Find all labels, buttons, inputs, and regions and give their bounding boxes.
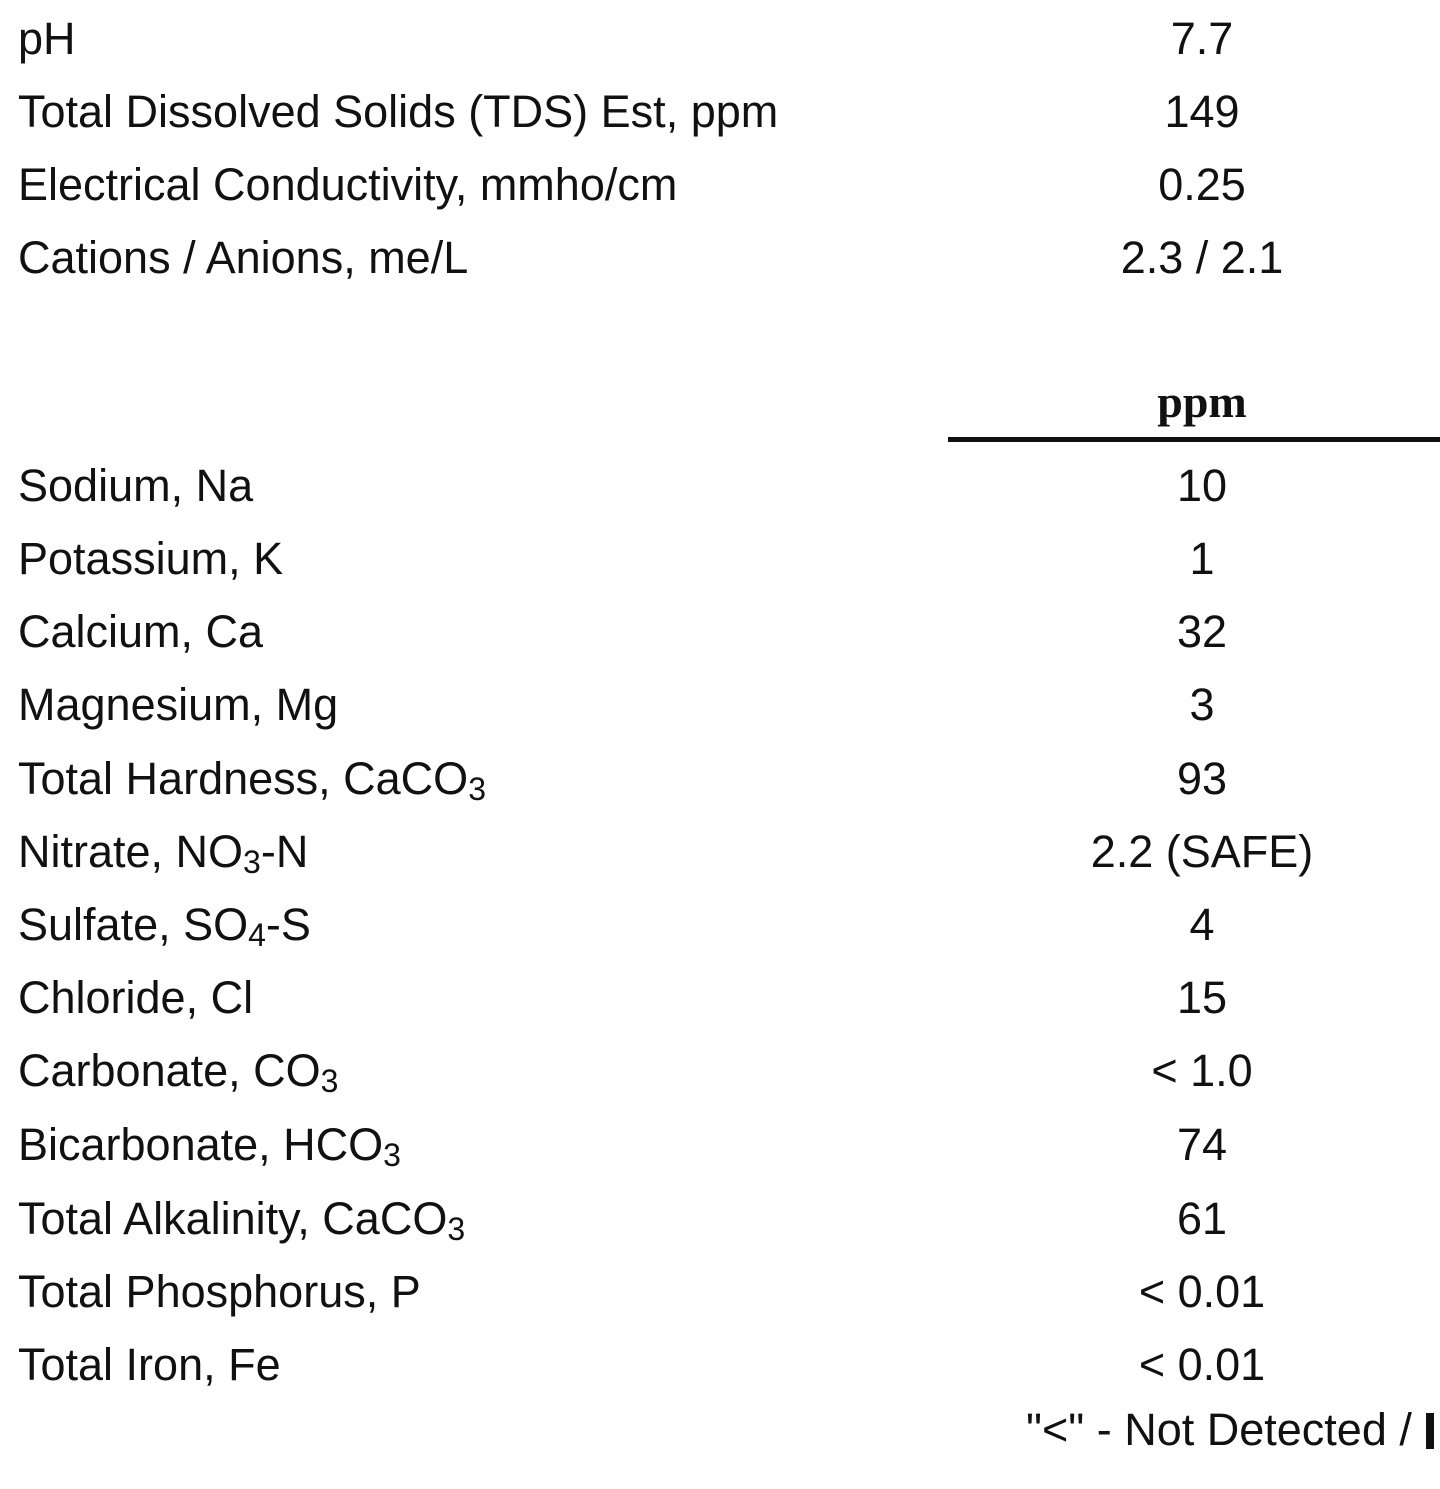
row-value: < 0.01	[1138, 1339, 1266, 1390]
row-label: Electrical Conductivity, mmho/cm	[18, 159, 678, 210]
row-value: 15	[1176, 972, 1228, 1023]
summary-row-conductivity	[0, 155, 1440, 215]
analyte-row-total-iron	[0, 1335, 1440, 1395]
label-text: Total Alkalinity, CaCO	[18, 1193, 448, 1244]
label-subscript: 4	[248, 917, 266, 953]
label-text: Carbonate, CO	[18, 1045, 321, 1096]
row-label: Cations / Anions, me/L	[18, 232, 469, 283]
row-value: 149	[1164, 86, 1240, 137]
label-subscript: 3	[243, 844, 261, 880]
analyte-row-sulfate	[0, 895, 1440, 955]
label-text: Nitrate, NO	[18, 826, 244, 877]
analyte-row-sodium	[0, 456, 1440, 516]
unit-column-header: ppm	[1157, 376, 1247, 427]
label-subscript: 3	[447, 1211, 466, 1247]
analyte-row-magnesium	[0, 675, 1440, 735]
row-value: 4	[1189, 899, 1215, 950]
row-value: 32	[1176, 606, 1228, 657]
row-label: Magnesium, Mg	[18, 679, 339, 730]
row-label: Calcium, Ca	[18, 606, 264, 657]
row-label: Chloride, Cl	[18, 972, 254, 1023]
row-label	[18, 895, 311, 955]
analyte-row-potassium	[0, 529, 1440, 589]
row-value: 2.2 (SAFE)	[1090, 826, 1314, 877]
analyte-row-total-alkalinity	[0, 1189, 1440, 1249]
label-suffix: -S	[265, 899, 311, 950]
label-subscript: 3	[320, 1063, 339, 1099]
label-text: Total Hardness, CaCO	[18, 753, 469, 804]
row-value: 61	[1176, 1193, 1228, 1244]
row-label: Potassium, K	[18, 533, 284, 584]
analyte-row-carbonate	[0, 1041, 1440, 1101]
label-suffix: -N	[260, 826, 309, 877]
clipped-text-fragment	[1426, 1413, 1434, 1449]
summary-row-tds	[0, 82, 1440, 142]
row-value: 1	[1189, 533, 1215, 584]
analyte-row-chloride	[0, 968, 1440, 1028]
row-value: 7.7	[1170, 13, 1234, 64]
label-text: Sulfate, SO	[18, 899, 249, 950]
row-value: < 1.0	[1151, 1045, 1253, 1096]
header-underline	[948, 437, 1440, 442]
row-label: Total Dissolved Solids (TDS) Est, ppm	[18, 86, 779, 137]
row-label	[18, 1041, 338, 1101]
row-value: 10	[1176, 460, 1228, 511]
footnote	[1026, 1400, 1434, 1460]
label-subscript: 3	[468, 771, 486, 807]
row-value: 3	[1189, 679, 1215, 730]
analyte-row-total-phosphorus	[0, 1262, 1440, 1322]
analyte-row-calcium	[0, 602, 1440, 662]
row-label	[18, 749, 486, 809]
summary-row-ph	[0, 9, 1440, 69]
summary-row-cations-anions	[0, 228, 1440, 288]
analyte-row-bicarbonate	[0, 1115, 1440, 1175]
row-value: < 0.01	[1138, 1266, 1266, 1317]
footnote-text: "<" - Not Detected /	[1026, 1404, 1412, 1455]
analyte-row-total-hardness	[0, 749, 1440, 809]
row-label	[18, 1115, 401, 1175]
row-value: 74	[1176, 1119, 1228, 1170]
label-subscript: 3	[383, 1137, 401, 1173]
row-label: pH	[18, 13, 76, 64]
row-value: 0.25	[1158, 159, 1246, 210]
row-value: 2.3 / 2.1	[1120, 232, 1284, 283]
row-label: Total Phosphorus, P	[18, 1266, 421, 1317]
analyte-row-nitrate	[0, 822, 1440, 882]
row-label	[18, 1189, 465, 1249]
row-label: Sodium, Na	[18, 460, 254, 511]
label-text: Bicarbonate, HCO	[18, 1119, 384, 1170]
row-label	[18, 822, 308, 882]
row-value: 93	[1176, 753, 1228, 804]
row-label: Total Iron, Fe	[18, 1339, 281, 1390]
